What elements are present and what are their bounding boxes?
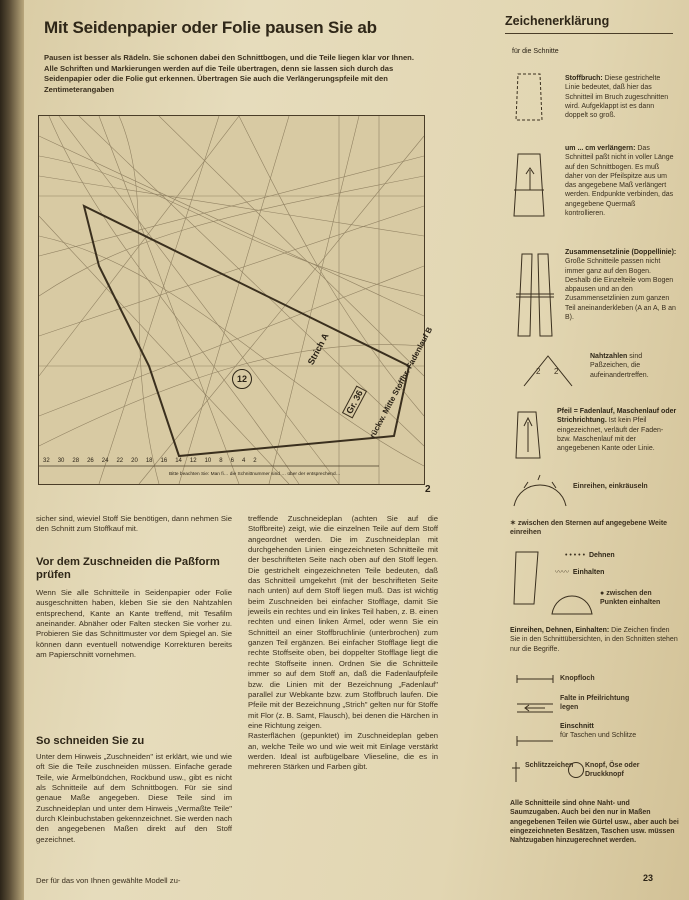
legend-schlitz: Schlitzzeichen (525, 762, 574, 769)
button-icon (568, 762, 584, 778)
ruler-tick: 22 (116, 458, 124, 464)
legend-naht-label: Nahtzahlen (590, 353, 628, 360)
diagram-caption: Bitte beachten Sie: Man fi… die Schnittnummer sind … über der entsprechend… (169, 472, 341, 477)
ruler (43, 458, 257, 464)
stretch-icon (510, 548, 544, 608)
legend-stoffbruch-text: Diese gestrichelte Linie bedeutet, daß hier das Schnitteil im Bruch zugeschnitten wird. Aufgeklappt ist es dann doppelt so groß. (565, 75, 669, 120)
legend-divider (505, 33, 673, 34)
legend-stoffbruch (565, 74, 677, 120)
legend-knopfloch: Knopfloch (560, 675, 595, 682)
fold-line-icon (512, 70, 548, 124)
notch-number-icon (518, 350, 578, 390)
legend-verlaengern-text: Das Schnitteil paßt nicht in voller Länge auf den Schnittbogen. Es muß daher von der Pfeilspitze aus um das angegebene Maß verlängert werden. Endpunkte verbinden, das angegebene Quermaß kontrollieren. (565, 145, 674, 218)
page-number: 23 (643, 873, 654, 883)
paragraph-pruefen: Wenn Sie alle Schnitteile in Seidenpapier oder Folie ausgeschnitten haben, kleben Sie sie den Nahtzahlen entsprechend, Kante an Kante treffend, mit Tesafilm aneinander. Abnäher oder Falten stecken Sie vorher zu. Probieren Sie das Schnittmuster vor dem Spiegel an. Sie können dann eventuell notwendige Korrekturen bereits am Papierschnitt vornehmen. (36, 588, 232, 660)
figure-number: 2 (425, 484, 431, 495)
binding-edge (0, 0, 24, 900)
ruler-tick: 16 (160, 458, 168, 464)
legend-title: Zeichenerklärung (505, 14, 610, 28)
legend-einschnitt-label: Einschnitt (560, 723, 594, 730)
ruler-tick: 32 (43, 458, 50, 464)
lead-paragraph: sicher sind, wieviel Stoff Sie benötigen, dann nehmen Sie den Schnitt zum Stoffkauf mit. (36, 514, 232, 534)
legend-falte: Falte in Pfeilrichtung legen (560, 695, 630, 712)
legend-zusammensetzlinie (565, 248, 677, 322)
paragraph-zuschneiden: Unter dem Hinweis „Zuschneiden" ist erklärt, wie und wie oft Sie die Teile zuschneiden müssen. Einfache gerade Teile, wie Ärmelbündchen, Rockbund usw., gibt es nicht als Schnitteile auf dem Schnittbogen. Für sie sind genaue Maße angegeben. Diese Teile sind im Zuschneideplan und unter dem Hinweis „Vermaßte Teile" durch Kleinbuchstaben gekennzeichnet. Sie werden nach den angegebenen Maßen direkt auf den Stoff gezeichnet. (36, 752, 232, 844)
pleat-icon (515, 700, 555, 716)
legend-edl-text: Die Zeichen finden Sie in den Schnittübersichten, in den Schnitten stehen nur die Begriffe. (510, 627, 678, 653)
left-column (36, 514, 232, 535)
legend-einreihen: Einreihen, einkräuseln (573, 483, 648, 490)
grain-arrow-icon (512, 408, 546, 462)
legend-einschnitt-text: für Taschen und Schlitze (560, 732, 637, 740)
ruler-tick: 2 (253, 458, 257, 464)
pattern-sheet-diagram (38, 115, 435, 485)
buttonhole-icon (515, 674, 555, 684)
paragraph-continue: Der für das von Ihnen gewählte Modell zu- (36, 876, 181, 885)
legend-edl-label: Einreihen, Dehnen, Einhalten: (510, 627, 610, 634)
legend-pfeil-label: Pfeil = Fadenlauf, Maschenlauf oder Strichrichtung. (557, 408, 677, 425)
legend-zus-label: Zusammensetzlinie (Doppellinie): (565, 249, 677, 256)
piece-number-circle: 12 (232, 369, 252, 389)
legend-header (505, 14, 675, 28)
ruler-tick: 14 (175, 458, 182, 464)
legend-zus-text: Große Schnitteile passen nicht immer ganz auf den Bogen. Deshalb die Einzelteile vom Bogen abpausen und an den Zusammensetzlinien zum ganzen Teil aneinanderkleben (A an A, B an B). (565, 258, 676, 322)
legend-sterne-text: zwischen den Sternen auf angegebene Weite einreihen (510, 520, 668, 537)
ruler-tick: 26 (87, 458, 94, 464)
page-title: Mit Seidenpapier oder Folie pausen Sie ab (44, 18, 377, 37)
legend-einhalten: 〰〰 Einhalten (555, 569, 605, 576)
legend-subtitle: für die Schnitte (512, 48, 559, 55)
legend-einschnitt (560, 722, 650, 741)
ruler-tick: 4 (241, 458, 246, 464)
legend-naht-text: sind Paßzeichen, die aufeinandertreffen. (590, 353, 649, 379)
legend-stoffbruch-label: Stoffbruch: (565, 75, 603, 82)
heading-pruefen: Vor dem Zuschneiden die Paßform prüfen (36, 556, 220, 581)
legend-punkte-text: zwischen den Punkten einhalten (600, 590, 661, 607)
legend-sterne: ✶ zwischen den Sternen auf angegebene Weite einreihen (510, 520, 668, 537)
slit-mark-icon (510, 760, 522, 784)
legend-punkte: ● zwischen den Punkten einhalten (600, 590, 661, 607)
legend-knopf: Knopf, Öse oder Druckknopf (585, 762, 640, 779)
ruler-tick: 30 (57, 458, 65, 464)
ruler-tick: 24 (101, 458, 109, 464)
ruler-tick: 18 (145, 458, 153, 464)
legend-verlaengern-label: um ... cm verlängern: (565, 145, 636, 152)
lengthen-icon (510, 150, 552, 222)
legend-dehnen: • • • • • Dehnen (565, 552, 615, 559)
svg-text:2: 2 (536, 367, 541, 376)
middle-column (248, 514, 438, 773)
pattern-lines (39, 116, 424, 484)
legend-pfeil-text: Ist kein Pfeil eingezeichnet, verläuft der Faden- bzw. Maschenlauf mit der angegebenen Kante oder Linie. (557, 417, 664, 453)
ruler-tick: 12 (189, 458, 197, 464)
heading-zuschneiden: So schneiden Sie zu (36, 735, 145, 747)
gather-icon (510, 472, 570, 510)
ruler-tick: 10 (204, 458, 212, 464)
legend-edl (510, 626, 678, 654)
legend-dehnen-label: Dehnen (588, 552, 615, 559)
legend-pfeil (557, 407, 677, 453)
middle-paragraph: treffende Zuschneideplan (achten Sie auf die Stoffbreite) zeigt, wie die einzelnen Teile auf dem Stoff angeordnet werden. Die im Zuschneideplan mit durchgehenden Linien eingezeichneten Schnitteile mit der beschrifteten Seite nach oben auf den Stoff legen. Die gestrichelt eingezeichneten Teile bedeuten, daß das Schnitteil umgekehrt (mit der beschrifteten Seite nach unten) auf dem Stoff liegen muß. Das ist wichtig beim Zuschneiden bei einfacher Stofflage, damit Sie jeweils ein rechtes und ein linkes Teil haben, z. B. einen rechten und einen linken Ärmel, oder wenn Sie ein Schnitteil an einer Stoffbruchlinie (unterbrochen) zum ganzen Teil ergänzen. Bei einfacher Stofflage liegt die rechte Stoffseite oben, bei doppelter Stofflage liegt die rechte Stoffseite innen. Ordnen Sie die Schnitteile immer so auf dem Stoff an, daß die Fadenlaufpfeile bzw. die Linien mit der Bezeichnung „Fadenlauf" parallel zur Webkante bzw. zum Stoffbruch laufen. Die Pfeile mit der Bezeichnung „Strich" gelten nur für Stoffe mit Flor (z. B. Samt, Flausch), bei denen die Härchen in eine Richtung zeigen. (248, 514, 438, 730)
legend-final-note: Alle Schnitteile sind ohne Naht- und Saumzugaben. Auch bei den nur in Maßen angegebenen Teilen wie Gürtel usw., aber auch bei eingezeichneten Besätzen, Taschen usw. müssen Nahtzugaben hinzugerechnet werden. (510, 800, 679, 845)
joining-line-icon (512, 250, 558, 340)
svg-text:2: 2 (554, 367, 559, 376)
ruler-tick: 28 (72, 458, 80, 464)
intro-text: Pausen ist besser als Rädeln. Sie schonen dabei den Schnittbogen, und die Teile liegen klar vor Ihnen. Alle Schriften und Markierungen werden auf die Teile übertragen, denn sie lassen sich durch das Seidenpapier oder die Folie gut erkennen. Übertragen Sie auch die Verlängerungspfeile mit den Zentimeterangaben (44, 53, 414, 94)
size-label: Gr. 36 (342, 385, 367, 418)
slit-icon (515, 734, 555, 748)
legend-einhalten-label: Einhalten (572, 569, 605, 576)
middle-paragraph-2: Rasterflächen (gepunktet) im Zuschneideplan geben an, welche Teile wo und wie weit mit Einlage verstärkt werden. Ideal ist aufbügelbare Vlieseline, die es in mehreren Stärken und Farben gibt. (248, 731, 438, 772)
legend-verlaengern (565, 144, 677, 218)
fadenlauf-label: rückw. Mitte Stoffbr. Fadenlauf B (367, 325, 435, 440)
ruler-tick: 8 (219, 458, 223, 464)
grain-label-strich: Strich A (305, 331, 331, 367)
ruler-tick: 6 (230, 458, 234, 464)
ruler-tick: 20 (131, 458, 138, 464)
ease-icon (548, 584, 596, 618)
legend-nahtzahlen (590, 352, 680, 380)
